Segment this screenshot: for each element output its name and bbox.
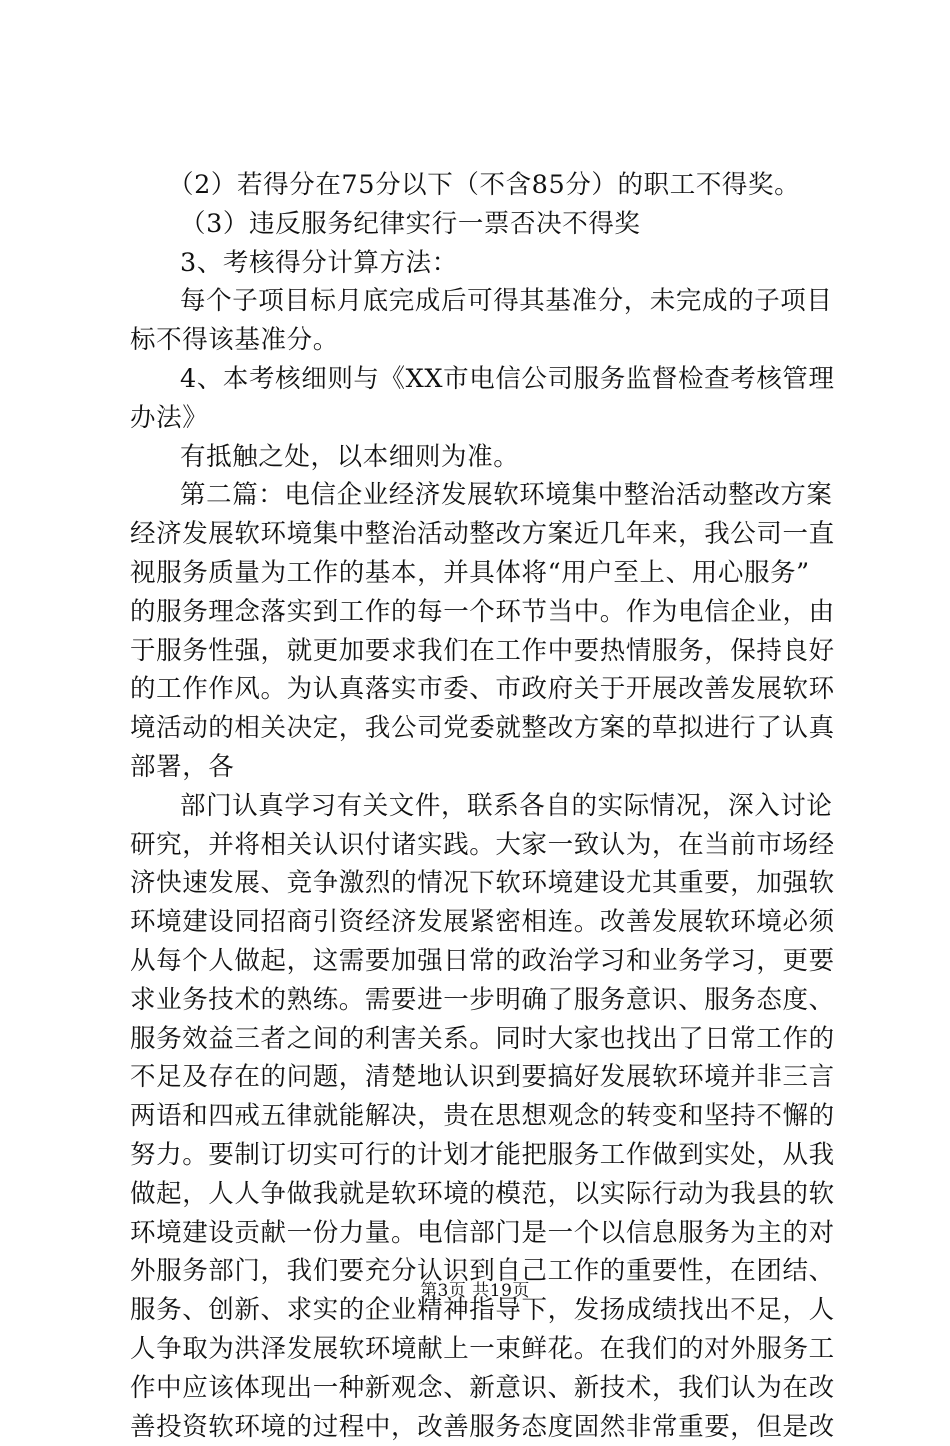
text-line: 研究，并将相关认识付诸实践。大家一致认为，在当前市场经	[130, 826, 836, 865]
text-line: 3、考核得分计算方法：	[130, 244, 836, 283]
text-line: 服务、创新、求实的企业精神指导下，发扬成绩找出不足，人	[130, 1291, 836, 1330]
text-line: 外服务部门，我们要充分认识到自己工作的重要性，在团结、	[130, 1252, 836, 1291]
text-line: 有抵触之处，以本细则为准。	[130, 438, 836, 477]
text-line: 环境建设贡献一份力量。电信部门是一个以信息服务为主的对	[130, 1214, 836, 1253]
text-line: 从每个人做起，这需要加强日常的政治学习和业务学习，更要	[130, 942, 836, 981]
text-line: 部门认真学习有关文件，联系各自的实际情况，深入讨论	[130, 787, 836, 826]
text-line: 经济发展软环境集中整治活动整改方案近几年来，我公司一直	[130, 515, 836, 554]
text-line: 于服务性强，就更加要求我们在工作中要热情服务，保持良好	[130, 632, 836, 671]
page-number-label: 第3页 共19页	[420, 1281, 530, 1301]
text-line: 作中应该体现出一种新观念、新意识、新技术，我们认为在改	[130, 1369, 836, 1408]
text-line: （3）违反服务纪律实行一票否决不得奖	[130, 205, 836, 244]
text-line: 视服务质量为工作的基本，并具体将“用户至上、用心服务”	[130, 554, 836, 593]
text-line: 善投资软环境的过程中，改善服务态度固然非常重要，但是改	[130, 1408, 836, 1446]
text-line: 做起，人人争做我就是软环境的模范，以实际行动为我县的软	[130, 1175, 836, 1214]
text-line: 服务效益三者之间的利害关系。同时大家也找出了日常工作的	[130, 1020, 836, 1059]
document-body	[130, 166, 836, 1446]
text-line: 部署，各	[130, 748, 836, 787]
text-line: 4、本考核细则与《XX市电信公司服务监督检查考核管理	[130, 360, 836, 399]
text-line: 的服务理念落实到工作的每一个环节当中。作为电信企业，由	[130, 593, 836, 632]
text-line: 济快速发展、竞争激烈的情况下软环境建设尤其重要，加强软	[130, 864, 836, 903]
page-footer	[0, 1276, 950, 1301]
text-line: 环境建设同招商引资经济发展紧密相连。改善发展软环境必须	[130, 903, 836, 942]
section-heading: 第二篇：电信企业经济发展软环境集中整治活动整改方案	[130, 476, 836, 515]
text-line: 两语和四戒五律就能解决，贵在思想观念的转变和坚持不懈的	[130, 1097, 836, 1136]
text-line: 标不得该基准分。	[130, 321, 836, 360]
text-line: 努力。要制订切实可行的计划才能把服务工作做到实处，从我	[130, 1136, 836, 1175]
text-line: 的工作作风。为认真落实市委、市政府关于开展改善发展软环	[130, 670, 836, 709]
text-line: 每个子项目标月底完成后可得其基准分，未完成的子项目	[130, 282, 836, 321]
text-line: 办法》	[130, 399, 836, 438]
text-line: （2）若得分在75分以下（不含85分）的职工不得奖。	[130, 166, 836, 205]
text-line: 境活动的相关决定，我公司党委就整改方案的草拟进行了认真	[130, 709, 836, 748]
text-line: 人争取为洪泽发展软环境献上一束鲜花。在我们的对外服务工	[130, 1330, 836, 1369]
text-line: 不足及存在的问题，清楚地认识到要搞好发展软环境并非三言	[130, 1058, 836, 1097]
text-line: 求业务技术的熟练。需要进一步明确了服务意识、服务态度、	[130, 981, 836, 1020]
